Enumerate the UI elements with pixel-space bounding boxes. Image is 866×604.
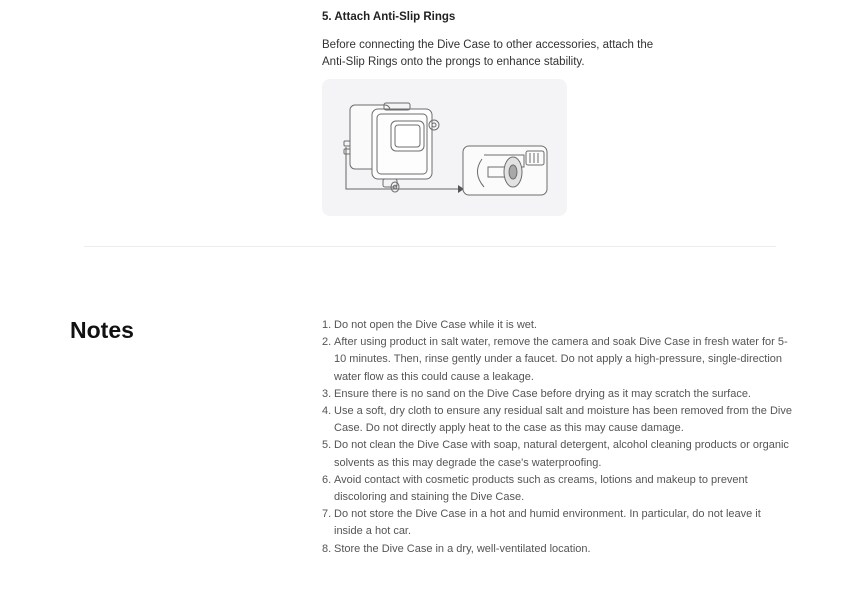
note-number: 1. bbox=[322, 319, 332, 331]
section-divider bbox=[84, 246, 776, 247]
anti-slip-ring-illustration bbox=[322, 79, 567, 216]
list-item bbox=[322, 472, 792, 506]
list-item bbox=[322, 506, 792, 540]
note-text: Ensure there is no sand on the Dive Case before drying as it may scratch the surface. bbox=[334, 387, 751, 400]
dive-case-diagram-icon bbox=[322, 79, 567, 216]
note-text: Do not store the Dive Case in a hot and humid environment. In particular, do not leave it inside a hot car. bbox=[334, 508, 761, 538]
note-text: Do not open the Dive Case while it is wet. bbox=[334, 319, 537, 331]
step-title: 5. Attach Anti-Slip Rings bbox=[322, 11, 456, 23]
note-number: 5. bbox=[322, 439, 332, 452]
note-text: Store the Dive Case in a dry, well-ventilated location. bbox=[334, 542, 591, 555]
list-item bbox=[322, 403, 792, 437]
list-item bbox=[322, 437, 792, 471]
note-text: Avoid contact with cosmetic products such as creams, lotions and makeup to prevent discoloring and staining the Dive Case. bbox=[334, 473, 748, 504]
note-number: 8. bbox=[322, 542, 332, 555]
note-number: 6. bbox=[322, 473, 332, 486]
note-number: 4. bbox=[322, 405, 332, 418]
note-number: 2. bbox=[322, 336, 332, 349]
note-text: After using product in salt water, remove the camera and soak Dive Case in fresh water for 5-10 minutes. Then, rinse gently under a faucet. Do not apply a high-pressure, single-direction water flow as this could cause a leakage. bbox=[334, 336, 788, 383]
note-text: Use a soft, dry cloth to ensure any residual salt and moisture has been removed from the Dive Case. Do not directly apply heat to the case as this may cause damage. bbox=[334, 405, 792, 435]
list-item bbox=[322, 334, 792, 386]
step-description: Before connecting the Dive Case to other accessories, attach the Anti-Slip Rings onto the prongs to enhance stability. bbox=[322, 39, 654, 68]
list-item bbox=[322, 317, 792, 334]
note-number: 3. bbox=[322, 387, 332, 400]
notes-list bbox=[322, 317, 792, 558]
list-item bbox=[322, 541, 792, 558]
list-item bbox=[322, 386, 792, 403]
note-number: 7. bbox=[322, 508, 332, 521]
notes-heading: Notes bbox=[70, 317, 134, 343]
note-text: Do not clean the Dive Case with soap, natural detergent, alcohol cleaning products or organic solvents as this may degrade the case's waterproofing. bbox=[334, 439, 789, 469]
